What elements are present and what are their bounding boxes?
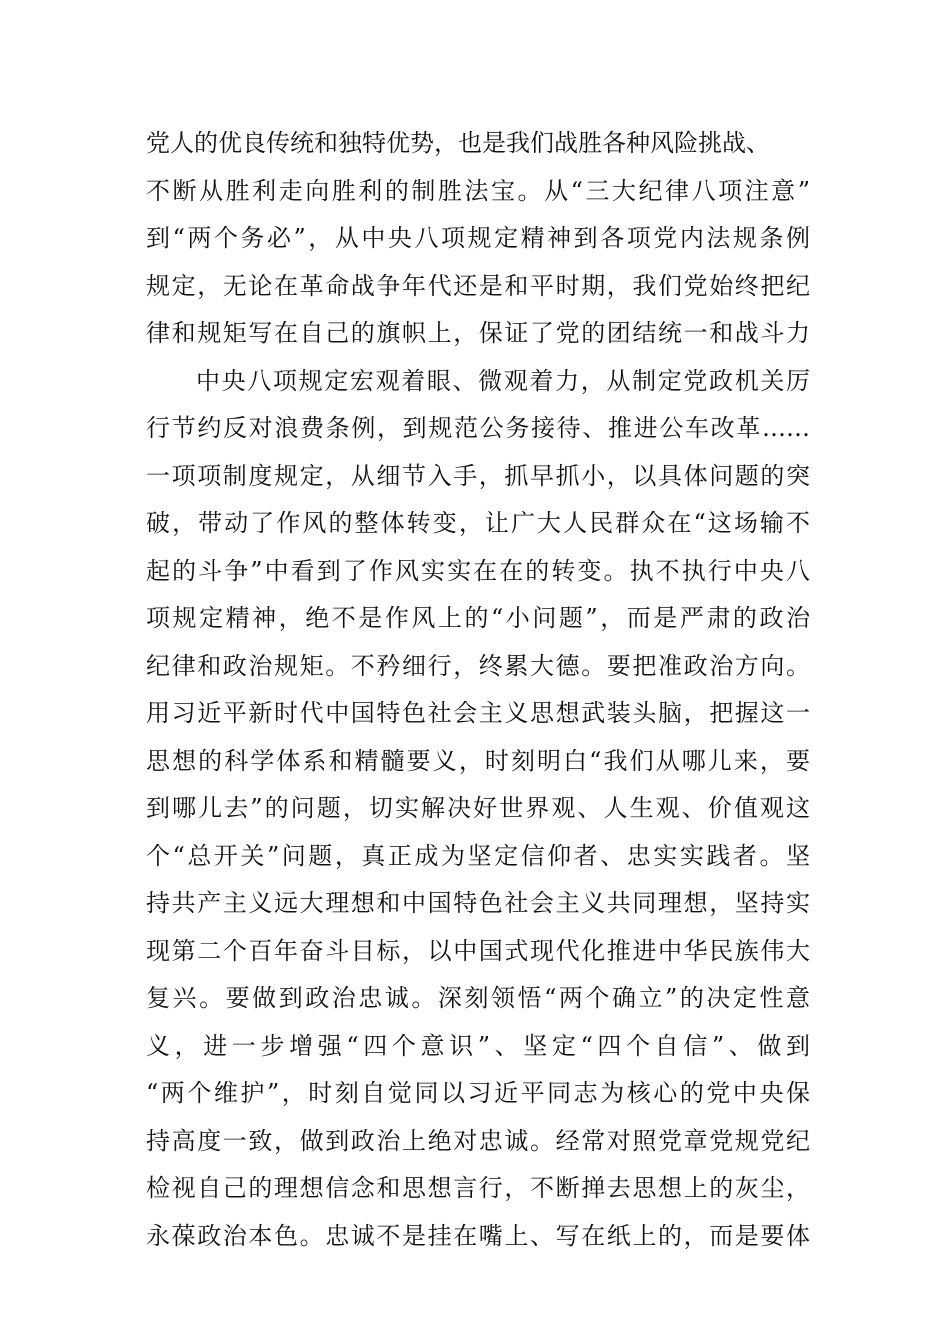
text-line: 复兴。要做到政治忠诚。深刻领悟“两个确立”的决定性意 bbox=[146, 984, 810, 1012]
text-line: 律和规矩写在自己的旗帜上，保证了党的团结统一和战斗力 bbox=[146, 319, 810, 347]
text-line: “两个维护”，时刻自觉同以习近平同志为核心的党中央保 bbox=[146, 1079, 810, 1107]
text-line: 个“总开关”问题，真正成为坚定信仰者、忠实实践者。坚 bbox=[146, 841, 810, 870]
text-line: 起的斗争”中看到了作风实实在在的转变。执不执行中央八 bbox=[146, 556, 810, 585]
text-line: 行节约反对浪费条例，到规范公务接待、推进公车改革…… bbox=[146, 414, 810, 442]
text-line: 党人的优良传统和独特优势，也是我们战胜各种风险挑战、 bbox=[146, 129, 770, 157]
text-line: 到哪儿去”的问题，切实解决好世界观、人生观、价值观这 bbox=[146, 794, 810, 822]
text-line: 到“两个务必”，从中央八项规定精神到各项党内法规条例 bbox=[146, 224, 810, 252]
text-line: 持共产主义远大理想和中国特色社会主义共同理想，坚持实 bbox=[146, 889, 810, 917]
text-line: 现第二个百年奋斗目标，以中国式现代化推进中华民族伟大 bbox=[146, 936, 810, 965]
text-line: 持高度一致，做到政治上绝对忠诚。经常对照党章党规党纪 bbox=[146, 1126, 810, 1155]
text-line: 项规定精神，绝不是作风上的“小问题”，而是严肃的政治 bbox=[146, 604, 810, 632]
text-line: 纪律和政治规矩。不矜细行，终累大德。要把准政治方向。 bbox=[146, 651, 810, 680]
body-text bbox=[146, 120, 810, 1260]
text-line: 破，带动了作风的整体转变，让广大人民群众在“这场输不 bbox=[146, 509, 810, 537]
text-line: 思想的科学体系和精髓要义，时刻明白“我们从哪儿来，要 bbox=[146, 746, 810, 775]
text-line: 义，进一步增强“四个意识”、坚定“四个自信”、做到 bbox=[146, 1031, 810, 1060]
text-line: 永葆政治本色。忠诚不是挂在嘴上、写在纸上的，而是要体 bbox=[146, 1221, 810, 1250]
text-line: 不断从胜利走向胜利的制胜法宝。从“三大纪律八项注意” bbox=[146, 176, 810, 205]
paragraph-first-line: 中央八项规定宏观着眼、微观着力，从制定党政机关厉 bbox=[196, 366, 810, 395]
text-line: 规定，无论在革命战争年代还是和平时期，我们党始终把纪 bbox=[146, 271, 810, 300]
text-line: 用习近平新时代中国特色社会主义思想武装头脑，把握这一 bbox=[146, 699, 810, 727]
text-line: 一项项制度规定，从细节入手，抓早抓小，以具体问题的突 bbox=[146, 461, 810, 490]
text-line: 检视自己的理想信念和思想言行，不断掸去思想上的灰尘， bbox=[146, 1174, 810, 1202]
